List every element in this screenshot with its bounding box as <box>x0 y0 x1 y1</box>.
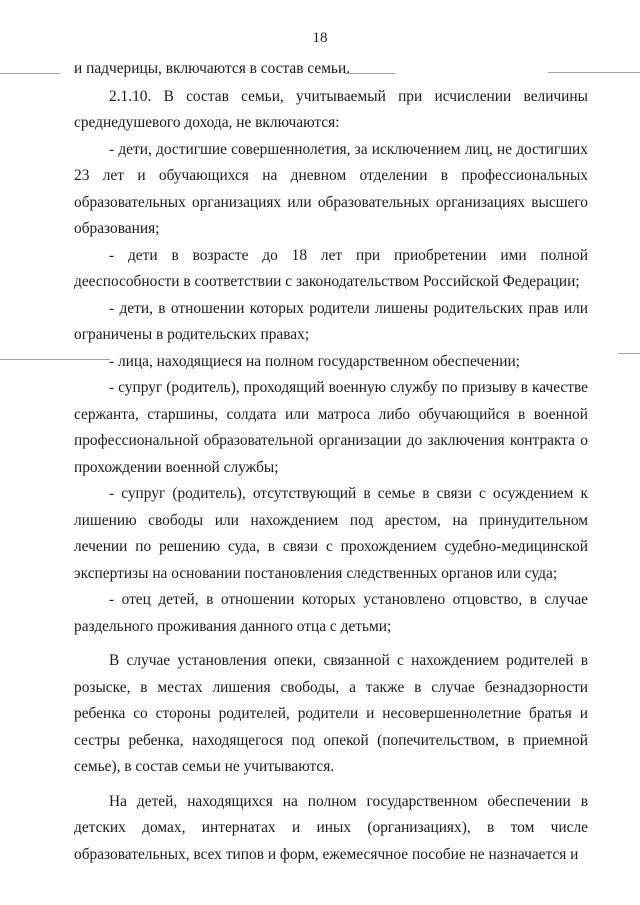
scan-artifact <box>618 353 640 354</box>
paragraph: и падчерицы, включаются в состав семьи. <box>74 60 351 77</box>
page-number: 18 <box>312 30 328 46</box>
paragraph: В случае установления опеки, связанной с нахождением родителей в розыске, в местах лишения свободы, а также в случае безнадзорности ребенка со стороны родителей, родители и несовершеннолетние братья и сестры ребенка, находящегося под опекой (попечительством, в приемной семье), в состав семьи не учитываются. <box>74 652 588 775</box>
paragraph: - отец детей, в отношении которых установлено отцовство, в случае раздельного проживания данного отца с детьми; <box>74 591 588 635</box>
paragraph: 2.1.10. В состав семьи, учитываемый при исчислении величины среднедушевого дохода, не включаются: <box>74 87 588 131</box>
paragraph: - супруг (родитель), отсутствующий в семье в связи с осуждением к лишению свободы или нахождением под арестом, на принудительном лечении по решению суда, в связи с прохождением судебно-медицинской экспертизы на основании постановления следственных органов или суда; <box>74 485 588 582</box>
paragraph: На детей, находящихся на полном государственном обеспечении в детских домах, интернатах и иных (организациях), в том числе образовательных, всех типов и форм, ежемесячное пособие не назначается и <box>74 792 588 863</box>
scan-artifact <box>0 73 60 74</box>
paragraph: - супруг (родитель), проходящий военную службу по призыву в качестве сержанта, старшины, солдата или матроса либо обучающийся в военной профессиональной образовательной организации до заключения контракта о прохождении военной службы; <box>74 379 588 476</box>
paragraph: - лица, находящиеся на полном государственном обеспечении; <box>109 352 520 370</box>
paragraph: - дети, в отношении которых родители лишены родительских прав или ограничены в родительских правах; <box>74 299 588 343</box>
paragraph: - дети в возрасте до 18 лет при приобретении ими полной дееспособности в соответствии с законодательством Российской Федерации; <box>74 246 588 290</box>
paragraph: - дети, достигшие совершеннолетия, за исключением лиц, не достигших 23 лет и обучающихся на дневном отделении в профессиональных образовательных организациях или образовательных организациях высшего образования; <box>74 140 588 237</box>
document-body <box>74 56 588 868</box>
